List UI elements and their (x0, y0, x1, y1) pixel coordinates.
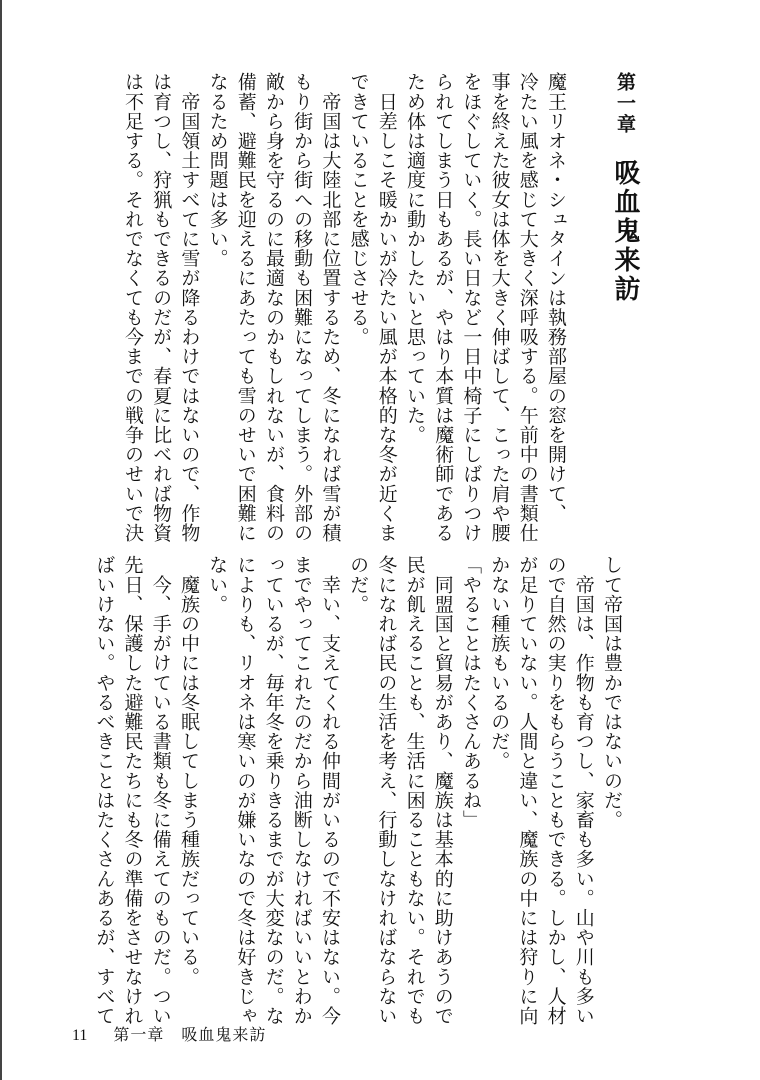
text-column: 事を終えた彼女は体を大きく伸ばして、こった肩や腰 (488, 72, 511, 543)
text-column: 帝国は大陸北部に位置するため、冬になれば雪が積 (319, 72, 342, 543)
page-number: 11 (72, 1027, 88, 1044)
text-column: のだ。 (347, 555, 370, 614)
chapter-title: 吸血鬼来訪 (610, 159, 640, 304)
text-column: は育つし、狩猟もできるのだが、春夏に比べれば物資 (150, 72, 173, 543)
running-head: 第一章 吸血鬼来訪 (113, 1027, 267, 1044)
text-column: 同盟国と貿易があり、魔族は基本的に助けあうので (431, 555, 454, 1026)
text-column: もり街から街への移動も困難になってしまう。外部の (291, 72, 314, 543)
text-column: によりも、リオネは寒いのが嫌いなので冬は好きじゃ (234, 555, 257, 1026)
text-column: 民が飢えることも、生活に困ることもない。それでも (403, 555, 426, 1026)
text-column: 今、手がけている書類も冬に備えてのものだ。つい (149, 555, 172, 1026)
text-column: 冷たい風を感じて大きく深呼吸する。午前中の書類仕 (516, 72, 539, 543)
text-column: られてしまう日もあるが、やはり本質は魔術師である (432, 72, 455, 543)
text-column: 先日、保護した避難民たちにも冬の準備をさせなけれ (121, 555, 144, 1026)
text-column: なるため問題は多い。 (206, 72, 229, 268)
text-column: 備蓄、避難民を迎えるにあたっても雪のせいで困難に (234, 72, 257, 543)
text-column: は不足する。それでなくても今までの戦争のせいで決 (121, 72, 144, 543)
text-column: できていることを感じさせる。 (347, 72, 370, 347)
text-column: ため体は適度に動かしたいと思っていた。 (403, 72, 426, 445)
text-column: ばいけない。やるべきことはたくさんあるが、すべて (93, 555, 116, 1026)
text-column: 日差しこそ暖かいが冷たい風が本格的な冬が近くま (375, 72, 398, 543)
text-column: 魔王リオネ・シュタインは執務部屋の窓を開けて、 (545, 72, 567, 523)
page-edge-rule (0, 0, 2, 1080)
text-column: 「やることはたくさんあるね」 (459, 555, 482, 830)
text-column: 冬になれば民の生活を考え、行動しなければならない (375, 555, 398, 1026)
text-column: 魔族の中には冬眠してしまう種族だっている。 (177, 555, 200, 987)
text-column: ので自然の実りをもらうこともできる。しかし、人材 (544, 555, 567, 1026)
text-column: かない種族もいるのだ。 (488, 555, 511, 771)
text-block-top (119, 72, 570, 543)
text-column: 敵から身を守るのに最適なのかもしれないが、食料の (262, 72, 285, 543)
text-column: 帝国領土すべてに雪が降るわけではないので、作物 (178, 72, 201, 543)
page-footer (72, 1022, 266, 1045)
chapter-label: 第一章 (614, 72, 636, 135)
text-column: までやってこれたのだから油断しなければいいとわか (290, 555, 313, 1026)
text-column: 幸い、支えてくれる仲間がいるので不安はない。今 (318, 555, 341, 1026)
text-column: して帝国は豊かではないのだ。 (601, 555, 623, 830)
text-block-bottom (90, 555, 626, 1026)
text-column: が足りていない。人間と違い、魔族の中には狩りに向 (516, 555, 539, 1026)
chapter-heading (607, 72, 644, 304)
text-column: をほぐしていく。長い日など一日中椅子にしばりつけ (460, 72, 483, 543)
text-column: っているが、毎年冬を乗りきるまでが大変なのだ。な (262, 555, 285, 1026)
text-column: ない。 (206, 555, 229, 614)
text-column: 帝国は、作物も育つし、家畜も多い。山や川も多い (572, 555, 595, 1026)
